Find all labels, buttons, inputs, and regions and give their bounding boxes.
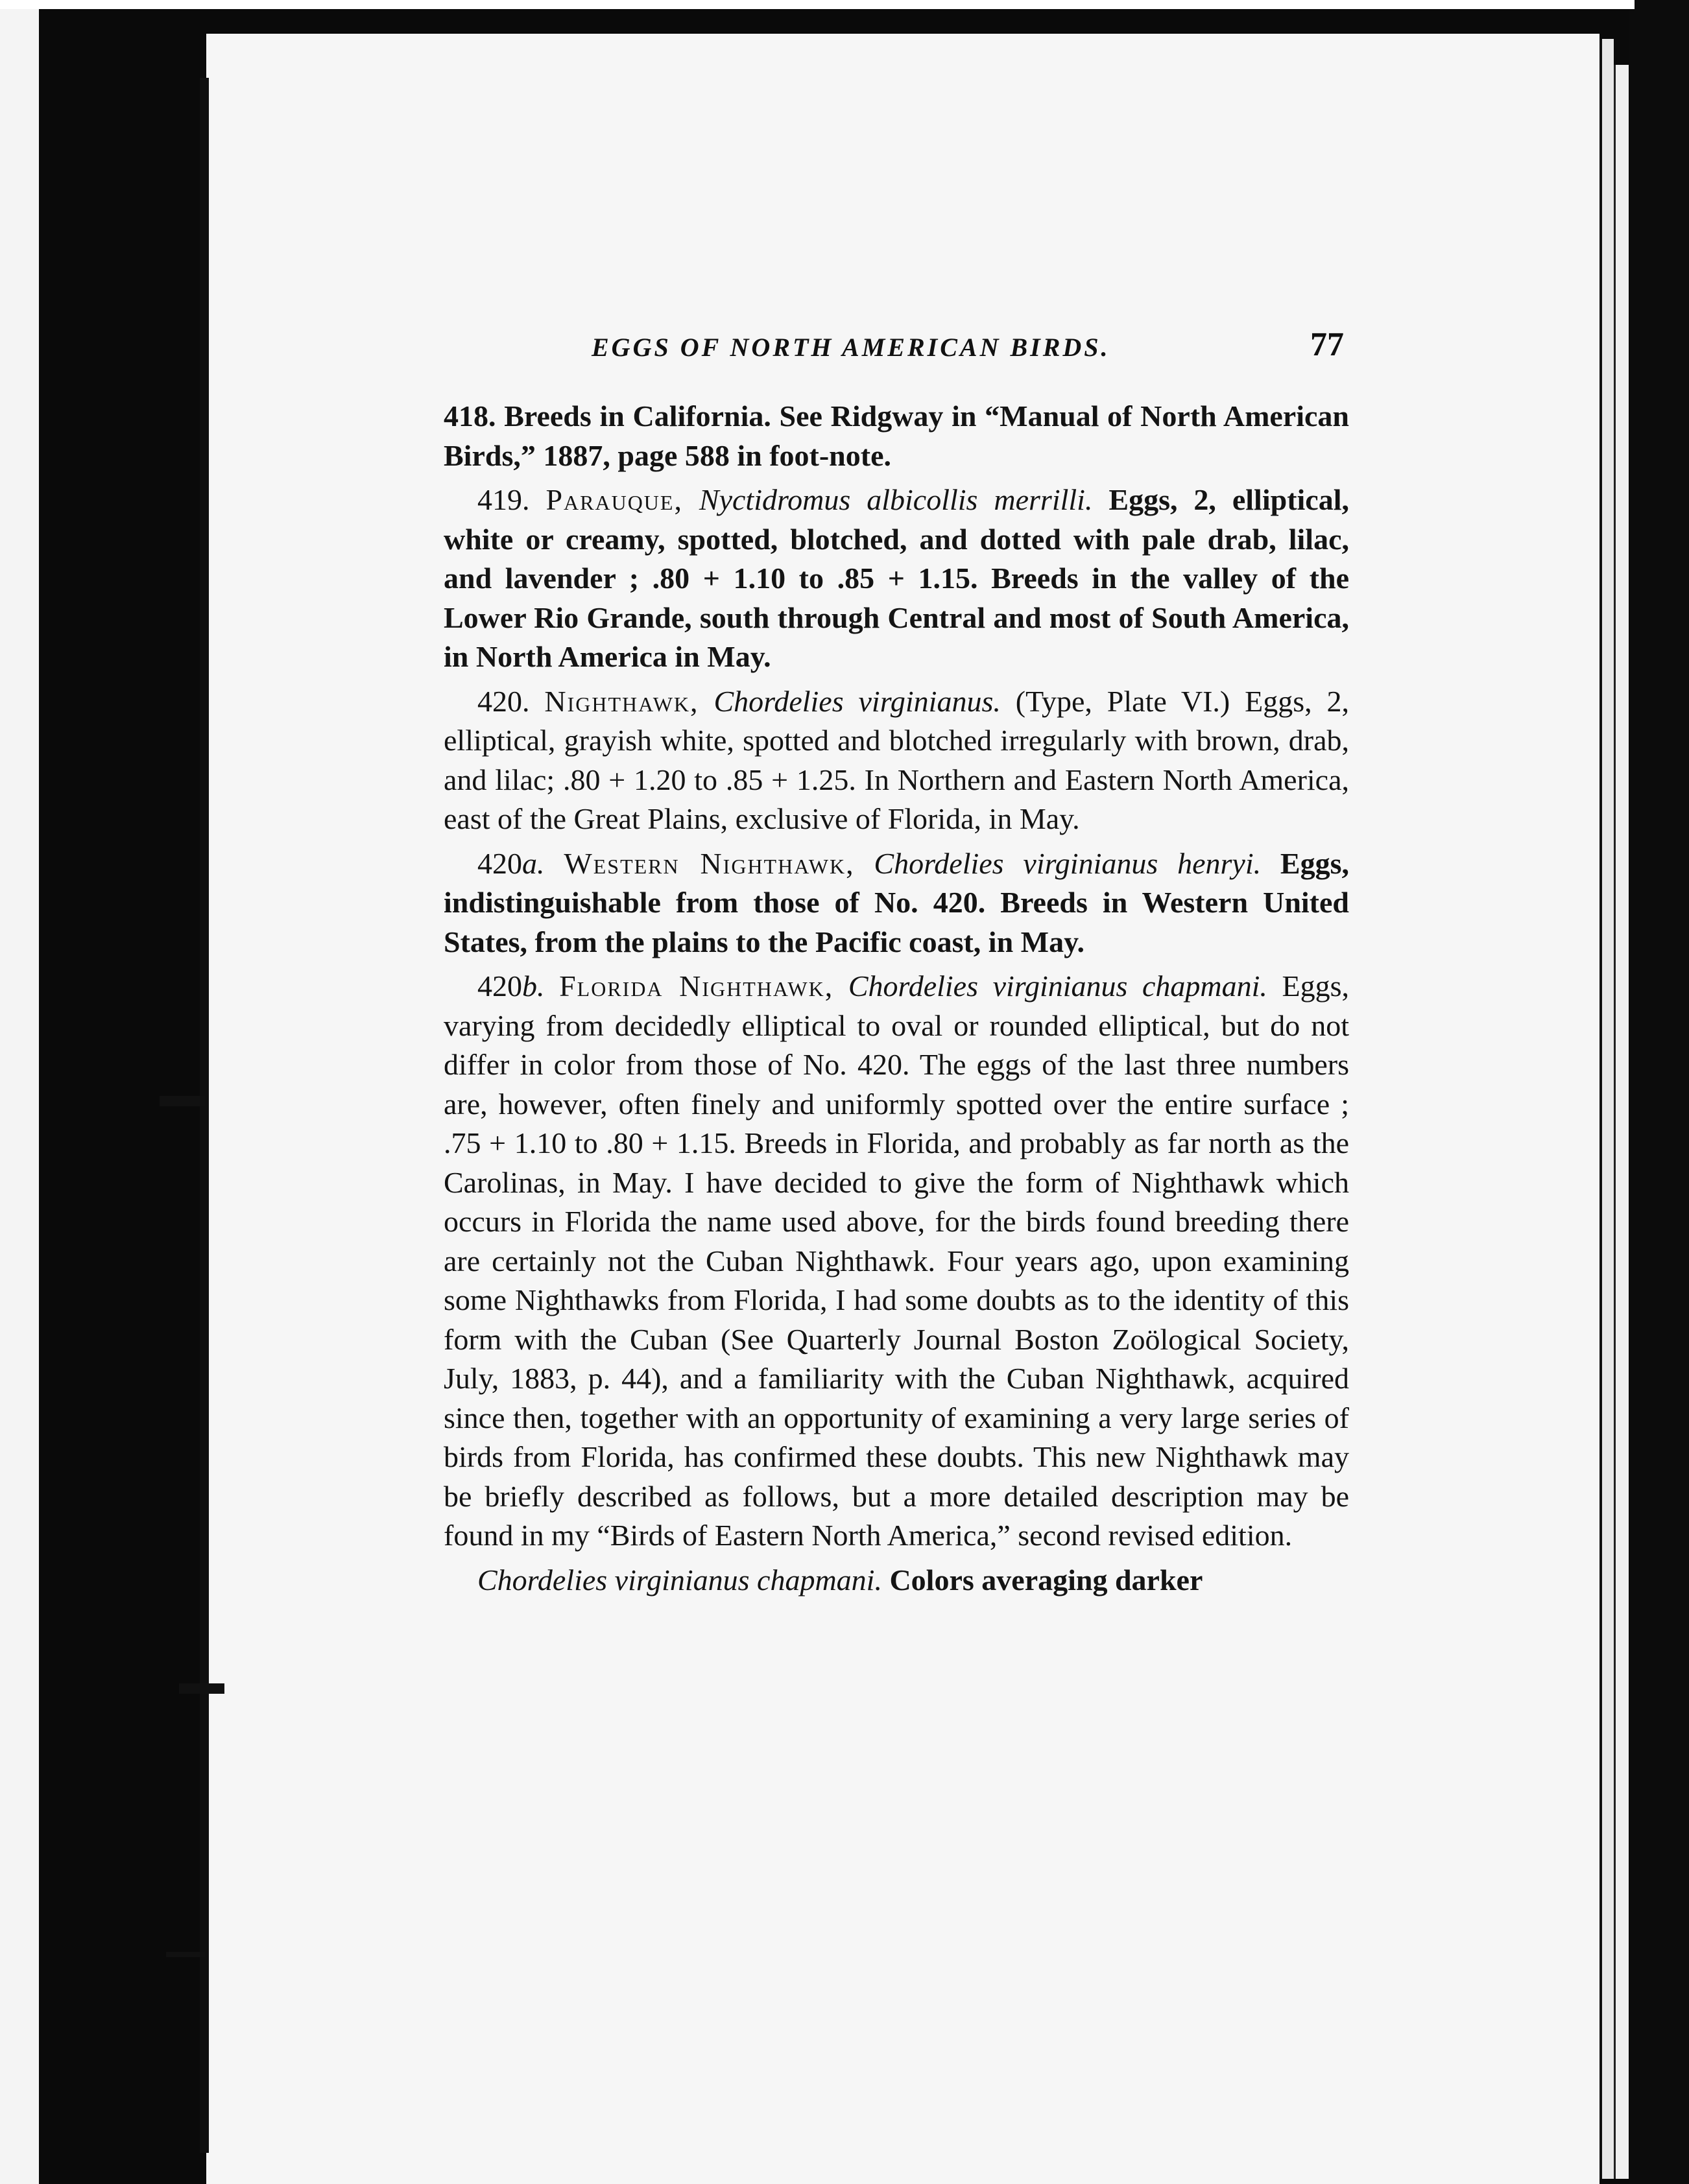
page-number: 77 [1310,326,1344,363]
latin-name: Chordelies virginianus. [713,684,1001,718]
entry-number: 418. [444,399,496,433]
entry-419 [444,481,1349,677]
entry-suffix: a. [522,846,545,880]
entry-number: 420 [477,846,522,880]
scan-border-top [0,0,1635,9]
common-name: Nighthawk, [544,684,699,718]
latin-name: Chordelies virginianus chapmani. [477,1563,882,1596]
entry-text: Colors averaging darker [889,1563,1203,1596]
entry-420b [444,967,1349,1556]
entry-number: 419. [477,483,530,516]
entry-420a [444,844,1349,962]
binding-thread [160,1096,205,1106]
page-edge [1599,39,1614,2179]
binding-gutter [200,78,209,2153]
entry-420 [444,682,1349,839]
binding-thread [166,1952,205,1957]
entry-text: Eggs, 2, elliptical, white or creamy, spotted, blotched, and dotted with pale drab, lilac, and lavender ; .80 + 1.10 to .85 + 1.15. Breeds in the valley of the Lower Rio Grande, south through Central and most of South America, in North America in May. [444,483,1349,673]
scan-background-right [1629,0,1689,2184]
entry-text: (Type, Plate VI.) Eggs, 2, elliptical, grayish white, spotted and blotched irregularly with brown, drab, and lilac; .80 + 1.20 to .85 + 1.25. In Northern and Eastern North America, east of the Great Plains, exclusive of Florida, in May. [444,684,1350,835]
latin-name: Chordelies virginianus chapmani. [848,969,1267,1003]
running-title: EGGS OF NORTH AMERICAN BIRDS. [592,333,1110,362]
common-name: Florida Nighthawk, [559,969,834,1003]
binding-thread [179,1683,224,1694]
scan-border-left [0,0,39,2184]
page-body [444,397,1349,1605]
entry-suffix: b. [522,969,545,1003]
entry-description [444,1561,1349,1600]
common-name: Parauque, [545,483,683,516]
entry-text: Breeds in California. See Ridgway in “Manual of North American Birds,” 1887, page 588 in foot-note. [444,399,1350,472]
entry-text: Eggs, varying from decidedly elliptical to oval or rounded elliptical, but do not differ in color from those of No. 420. The eggs of the last three numbers are, however, often finely and uniformly spotted over the entire surface ; .75 + 1.10 to .80 + 1.15. Breeds in Florida, and probably as far north as the Carolinas, in May. I have decided to give the form of Nighthawk which occurs in Florida the name used above, for the birds found breeding there are certainly not the Cuban Nighthawk. Four years ago, upon examining some Nighthawks from Florida, I had some doubts as to the identity of this form with the Cuban (See Quarterly Journal Boston Zoölogical Society, July, 1883, p. 44), and a familiarity with the Cuban Nighthawk, acquired since then, together with an opportunity of examining a very large series of birds from Florida, has confirmed these doubts. This new Nighthawk may be briefly described as follows, but a more detailed description may be found in my “Birds of Eastern North America,” second revised edition. [444,969,1349,1552]
entry-number: 420 [477,969,522,1003]
page-edge-back [1614,65,1629,2179]
latin-name: Chordelies virginianus henryi. [874,846,1262,880]
latin-name: Nyctidromus albicollis merrilli. [699,483,1093,516]
entry-418 [444,397,1349,475]
entry-text: Eggs, indistinguishable from those of No. 420. Breeds in Western United States, from the plains to the Pacific coast, in May. [444,846,1350,958]
entry-number: 420. [477,684,530,718]
common-name: Western Nighthawk, [564,846,855,880]
